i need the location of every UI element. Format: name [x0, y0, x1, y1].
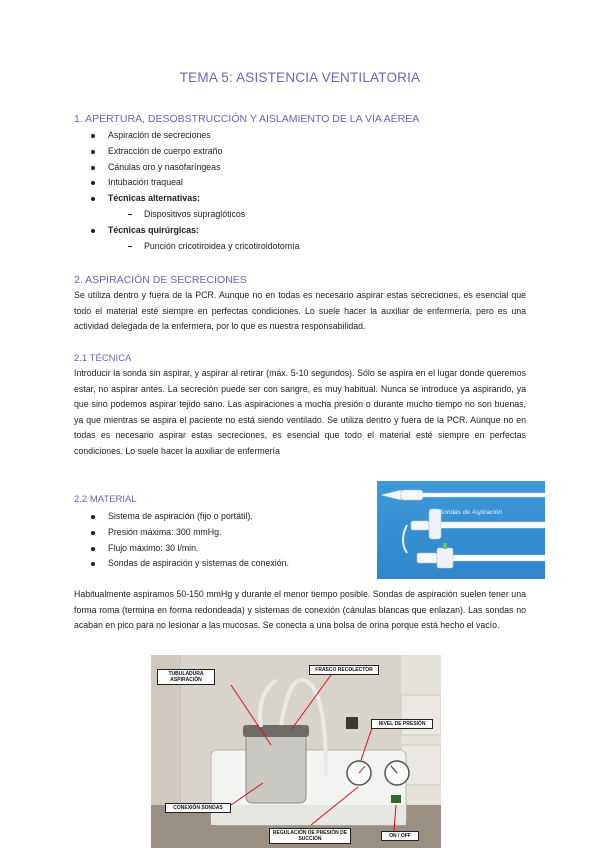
- section-2-2-paragraph: Habitualmente aspiramos 50-150 mmHg y durante el menor tiempo posible. Sondas de aspiración suelen tener una forma roma (termina en forma redondeada) y sistemas de conexión (cánulas blancas que enlazan). Las sondas no acaban en pico para no lesionar a las mucosas. Se conecta a una bolsa de orina porque está hecho el vacío.: [74, 589, 526, 631]
- section-2-2-heading: 2.2 MATERIAL: [74, 494, 137, 505]
- page-title: TEMA 5: ASISTENCIA VENTILATORIA: [179, 70, 421, 85]
- list-item: Técnicas quirúrgicas:: [74, 223, 299, 239]
- list-item: Cánulas oro y nasofaríngeas: [74, 160, 299, 176]
- sub-list-item: Dispositivos supraglóticos: [74, 207, 299, 223]
- section-2-2-list: [74, 509, 289, 572]
- label-tubuladura: TUBULADURA ASPIRACIÓN: [157, 669, 215, 685]
- section-2-heading: 2. ASPIRACIÓN DE SECRECIONES: [74, 274, 247, 286]
- label-nivel-presion: NIVEL DE PRESIÓN: [371, 719, 433, 729]
- suction-catheters-drawing: [377, 481, 545, 579]
- suction-device-photo: [151, 655, 441, 848]
- section-2-1-paragraph: Introducir la sonda sin aspirar, y aspirar al retirar (máx. 5-10 segundos). Sólo se aspira en el lugar donde queremos estar, no aspirar antes. La secreción puede ser con sangre, es muy habitual. Nunca se introduce ya aspirando, ya que sino podemos aspirar tejido sano. Las aspiraciones a mucha presión o durante mucho tiempo no son buenas, ya que mientras se aspira el paciente no está siendo ventilado. Se utiliza dentro y fuera de la PCR. Aunque no en todas es necesario aspirar estas secreciones, es esencial que todo el material esté siempre en perfectas condiciones. Lo suele hacer la auxiliar de enfermería: [74, 368, 526, 456]
- list-item: Sondas de aspiración y sistemas de conexión.: [74, 556, 289, 572]
- section-1-list: [74, 128, 299, 254]
- label-frasco-recolector: FRASCO RECOLECTOR: [309, 665, 379, 675]
- section-2-paragraph: Se utiliza dentro y fuera de la PCR. Aunque no en todas es necesario aspirar estas secreciones, es esencial que todo el material esté siempre en perfectas condiciones. Lo suele hacer la auxiliar de enfermería, pero es una actividad delegada de la enfermera, por lo que es nuestra responsabilidad.: [74, 290, 526, 332]
- suction-catheters-caption: Sondas de Aspiración: [439, 509, 502, 516]
- list-item: Técnicas alternativas:: [74, 191, 299, 207]
- section-1-heading: 1. APERTURA, DESOBSTRUCCIÓN Y AISLAMIENTO DE LA VÍA AÉREA: [74, 113, 420, 125]
- label-regulacion-presion: REGULACIÓN DE PRESIÓN DE SUCCIÓN: [269, 828, 351, 844]
- section-2-1-heading: 2.1 TÉCNICA: [74, 353, 132, 364]
- list-item: Aspiración de secreciones: [74, 128, 299, 144]
- label-conexion-sondas: CONEXIÓN SONDAS: [165, 803, 231, 813]
- list-item: Flujo máximo: 30 l/min.: [74, 541, 289, 557]
- list-item: Intubación traqueal: [74, 175, 299, 191]
- label-on-off: ON / OFF: [381, 831, 419, 841]
- sub-list-item: Punción cricotiroidea y cricotiroidotomía: [74, 239, 299, 255]
- suction-catheters-image: [377, 481, 545, 579]
- list-item: Sistema de aspiración (fijo o portátil).: [74, 509, 289, 525]
- list-item: Presión máxima: 300 mmHg.: [74, 525, 289, 541]
- list-item: Extracción de cuerpo extraño: [74, 144, 299, 160]
